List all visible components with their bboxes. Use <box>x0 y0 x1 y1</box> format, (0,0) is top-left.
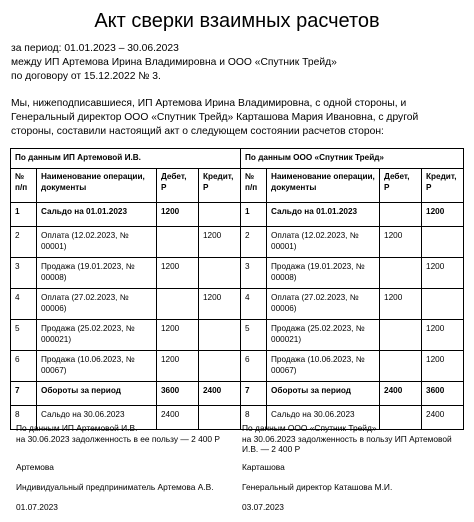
position-left: Индивидуальный предприниматель Артемова А.В. <box>16 482 214 492</box>
party-right-header: По данным ООО «Спутник Трейд» <box>241 149 464 169</box>
row-number: 8 <box>11 406 37 430</box>
right-debit <box>380 351 422 382</box>
left-debit: 1200 <box>157 203 199 227</box>
left-credit: 1200 <box>199 227 241 258</box>
left-debit: 1200 <box>157 320 199 351</box>
left-debit <box>157 289 199 320</box>
row-number: 5 <box>241 320 267 351</box>
intro-block <box>11 42 471 84</box>
right-credit <box>422 289 464 320</box>
right-credit: 2400 <box>422 406 464 430</box>
col-credit-header: Кредит, Р <box>199 169 241 203</box>
row-number: 7 <box>241 382 267 406</box>
table-row <box>11 351 464 382</box>
row-number: 6 <box>11 351 37 382</box>
left-debit: 3600 <box>157 382 199 406</box>
statement-paragraph <box>11 97 471 139</box>
left-debit <box>157 227 199 258</box>
date-right: 03.07.2023 <box>242 502 284 512</box>
right-operation: Сальдо на 30.06.2023 <box>267 406 380 430</box>
contract-line: по договору от 15.12.2022 № 3. <box>11 71 161 82</box>
date-left: 01.07.2023 <box>16 502 58 512</box>
right-operation: Продажа (19.01.2023, № 00008) <box>267 258 380 289</box>
statement-line-2: Генеральный директор ООО «Спутник Трейд» Карташова Мария Ивановна, с другой <box>11 112 419 123</box>
right-debit: 1200 <box>380 227 422 258</box>
right-credit: 1200 <box>422 203 464 227</box>
right-operation: Обороты за период <box>267 382 380 406</box>
footer-right-line1: По данным ООО «Спутник Трейд» <box>242 423 377 433</box>
footer-left-line1: По данным ИП Артемовой И.В. <box>16 423 138 433</box>
table-row <box>11 227 464 258</box>
row-number: 3 <box>11 258 37 289</box>
right-debit: 1200 <box>380 289 422 320</box>
col-num-header: № п/п <box>241 169 267 203</box>
col-op-header: Наименование операции, документы <box>37 169 157 203</box>
left-operation: Оплата (27.02.2023, № 00006) <box>37 289 157 320</box>
party-header-row <box>11 149 464 169</box>
left-operation: Обороты за период <box>37 382 157 406</box>
left-credit: 2400 <box>199 382 241 406</box>
col-num-header: № п/п <box>11 169 37 203</box>
row-number: 3 <box>241 258 267 289</box>
left-debit: 1200 <box>157 258 199 289</box>
right-operation: Продажа (10.06.2023, № 00067) <box>267 351 380 382</box>
footer-right-line3: И.В. — 2 400 Р <box>242 444 301 454</box>
left-operation: Оплата (12.02.2023, № 00001) <box>37 227 157 258</box>
left-operation: Продажа (19.01.2023, № 00008) <box>37 258 157 289</box>
right-operation: Оплата (27.02.2023, № 00006) <box>267 289 380 320</box>
left-credit: 1200 <box>199 289 241 320</box>
col-debit-header: Дебет, Р <box>157 169 199 203</box>
right-credit: 1200 <box>422 258 464 289</box>
signature-left: Артемова <box>16 462 54 472</box>
right-debit <box>380 320 422 351</box>
row-number: 2 <box>11 227 37 258</box>
row-number: 8 <box>241 406 267 430</box>
row-number: 6 <box>241 351 267 382</box>
footer-right <box>242 423 452 455</box>
left-debit: 2400 <box>157 406 199 430</box>
right-operation: Сальдо на 01.01.2023 <box>267 203 380 227</box>
left-debit: 1200 <box>157 351 199 382</box>
left-operation: Сальдо на 01.01.2023 <box>37 203 157 227</box>
left-operation: Продажа (10.06.2023, № 00067) <box>37 351 157 382</box>
footer-right-line2: на 30.06.2023 задолженность в пользу ИП Артемовой <box>242 433 452 444</box>
column-header-row <box>11 169 464 203</box>
position-right: Генеральный директор Каташова М.И. <box>242 482 393 492</box>
table-row <box>11 289 464 320</box>
right-operation: Продажа (25.02.2023, № 000021) <box>267 320 380 351</box>
statement-line-3: стороны, составили настоящий акт о следующем состоянии расчетов сторон: <box>11 126 384 137</box>
table-row <box>11 320 464 351</box>
right-credit: 1200 <box>422 320 464 351</box>
col-credit-header: Кредит, Р <box>422 169 464 203</box>
footer-left <box>16 423 220 444</box>
right-credit: 1200 <box>422 351 464 382</box>
row-number: 2 <box>241 227 267 258</box>
document-title: Акт сверки взаимных расчетов <box>94 10 380 32</box>
party-left-header: По данным ИП Артемовой И.В. <box>11 149 241 169</box>
left-credit <box>199 320 241 351</box>
left-credit <box>199 203 241 227</box>
col-op-header: Наименование операции, документы <box>267 169 380 203</box>
statement-line-1: Мы, нижеподписавшиеся, ИП Артемова Ирина Владимировна, с одной стороны, и <box>11 98 407 109</box>
right-debit <box>380 203 422 227</box>
row-number: 5 <box>11 320 37 351</box>
right-debit <box>380 258 422 289</box>
row-number: 1 <box>241 203 267 227</box>
period-line: за период: 01.01.2023 – 30.06.2023 <box>11 43 179 54</box>
col-debit-header: Дебет, Р <box>380 169 422 203</box>
right-credit <box>422 227 464 258</box>
row-number: 4 <box>11 289 37 320</box>
table-row <box>11 203 464 227</box>
left-operation: Сальдо на 30.06.2023 <box>37 406 157 430</box>
left-credit <box>199 258 241 289</box>
parties-line: между ИП Артемова Ирина Владимировна и ООО «Спутник Трейд» <box>11 57 337 68</box>
signature-right: Карташова <box>242 462 285 472</box>
table-row <box>11 382 464 406</box>
right-credit: 3600 <box>422 382 464 406</box>
row-number: 7 <box>11 382 37 406</box>
right-debit: 2400 <box>380 382 422 406</box>
table-row <box>11 258 464 289</box>
right-operation: Оплата (12.02.2023, № 00001) <box>267 227 380 258</box>
footer-left-line2: на 30.06.2023 задолженность в ее пользу — 2 400 Р <box>16 433 220 444</box>
row-number: 1 <box>11 203 37 227</box>
reconciliation-table <box>10 148 464 430</box>
row-number: 4 <box>241 289 267 320</box>
left-credit <box>199 351 241 382</box>
left-operation: Продажа (25.02.2023, № 000021) <box>37 320 157 351</box>
